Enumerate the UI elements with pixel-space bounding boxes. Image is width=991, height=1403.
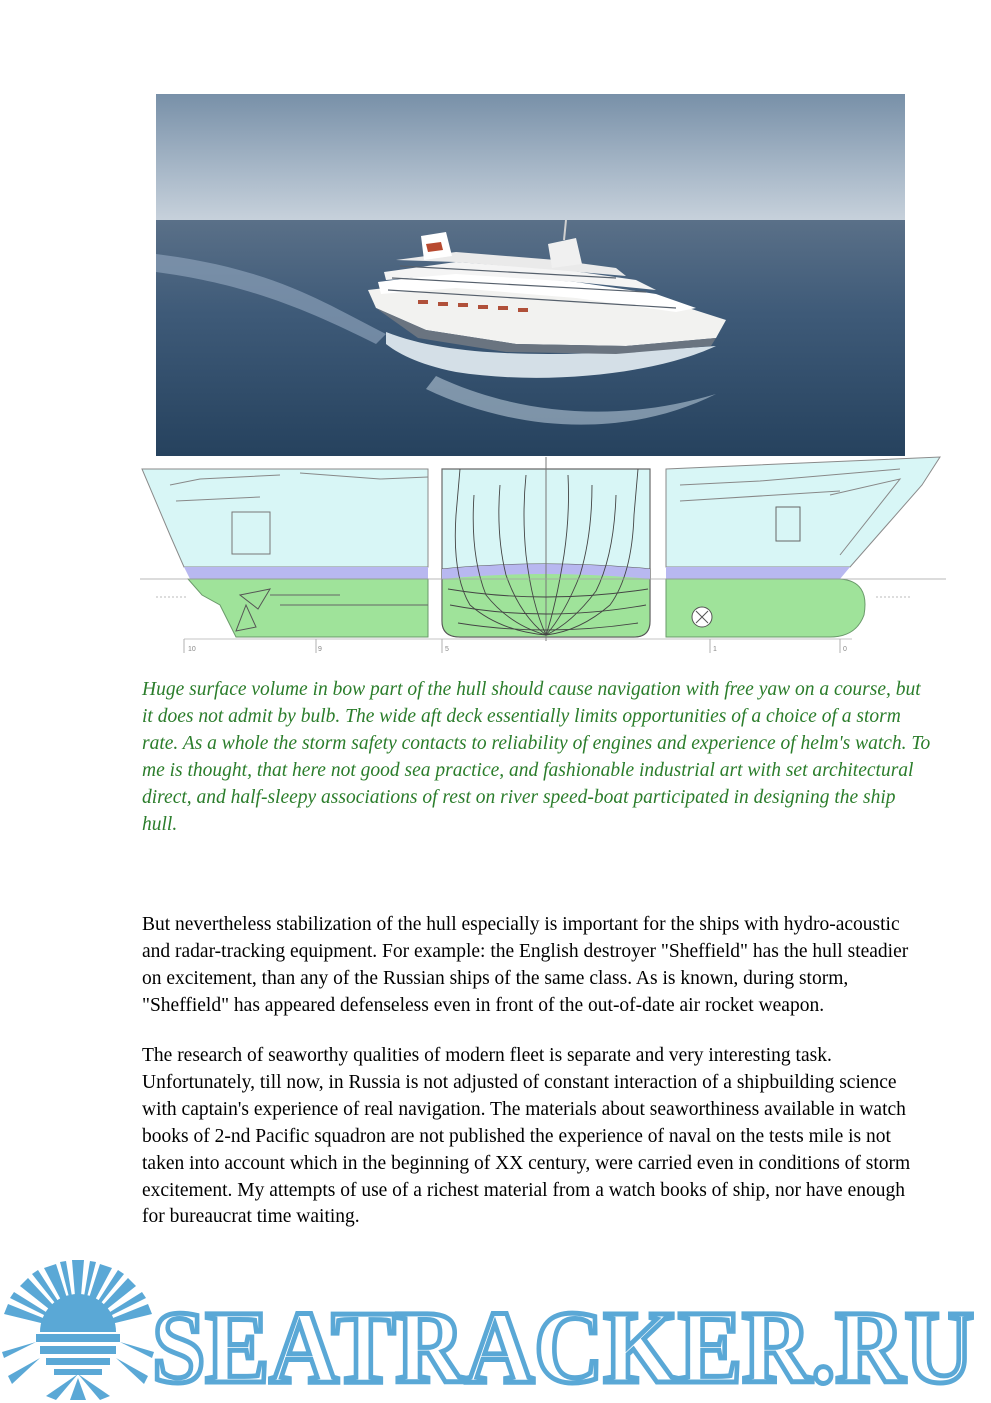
station-label: 9 (318, 646, 322, 653)
stern-profile (142, 469, 428, 637)
station-label: 10 (188, 646, 196, 653)
italic-paragraph: Huge surface volume in bow part of the hull should cause navigation with free yaw on a course, but it does not admit by bulb. The wide aft deck essentially limits opportunities of a choice of a storm rate. As a whole the storm safety contacts to reliability of engines and experience of helm's watch. To me is thought, that here not good sea practice, and fashionable industrial art with set architectural direct, and half-sleepy associations of rest on river speed-boat participated in designing the ship hull. (142, 679, 931, 835)
seatracker-logo (0, 1258, 991, 1403)
body-paragraph: But nevertheless stabilization of the hull especially is important for the ships with hydro-acoustic and radar-tracking equipment. For example: the English destroyer "Sheffield" has the hull steadier on excitement, than any of the Russian ships of the same class. As is known, during storm, "Sheffield" has appeared defenseless even in front of the out-of-date air rocket weapon. (142, 914, 909, 1016)
body-plan (442, 457, 650, 641)
bow-profile (666, 457, 940, 637)
station-label: 1 (713, 646, 717, 653)
cruise-ship-photo (156, 94, 905, 456)
sun-icon (2, 1260, 154, 1400)
body-paragraph: The research of seaworthy qualities of modern fleet is separate and very interesting task. Unfortunately, till now, in Russia is not adjusted of constant interaction of a shipbuilding science with captain's experience of real navigation. The materials about seaworthiness available in watch books of 2-nd Pacific squadron are not published the experience of naval on the tests mile is not taken into account which in the beginning of XX century, were carried even in conditions of storm excitement. My attempts of use of a richest material from a watch books of ship, nor have enough for bureaucrat time waiting. (142, 1045, 911, 1228)
logo-text: SEATRACKER.RU (152, 1290, 974, 1403)
station-label: 0 (843, 646, 847, 653)
hull-lines-drawing (140, 455, 946, 655)
station-scale (184, 639, 852, 653)
station-label: 5 (445, 646, 449, 653)
